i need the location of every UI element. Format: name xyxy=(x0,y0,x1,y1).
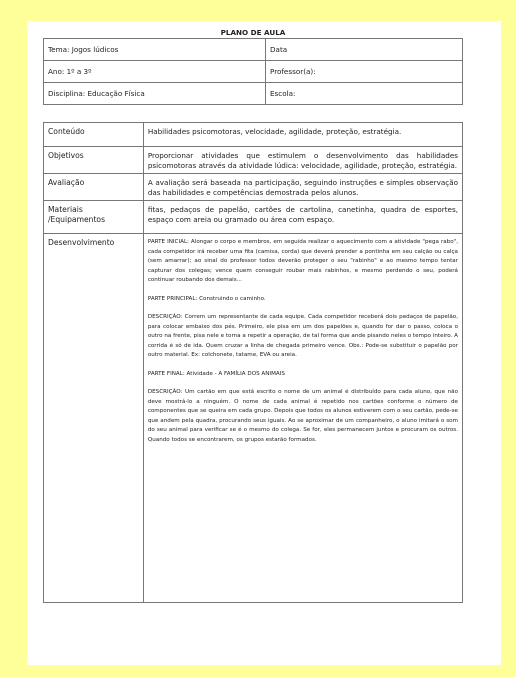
header-table xyxy=(43,28,463,105)
lesson-table xyxy=(43,122,463,603)
escola-field: Escola: xyxy=(266,83,463,105)
descricao-principal-paragraph: DESCRIÇÃO: Correm um representante de cada equipe. Cada competidor receberá dois pedaços de papelão, para colocar embaixo dos pés. Primeiro, ele pisa em um dos papelões e, quando for dar o passo, coloca o outro na frente, pisa nele e torna a repetir a operação, de tal forma que ande pisando neles o tempo inteiro. A corrida é só de ida. Quem cruzar a linha de chegada primeiro vence. Obs.: Pode-se substituir o papelão por outro material. Ex: colchonete, tatame, EVA ou areia. xyxy=(147,314,458,358)
objetivos-label: Objetivos xyxy=(44,147,144,174)
avaliacao-text: A avaliação será baseada na participação, seguindo instruções e simples observação das habilidades e competências demostrada pelos alunos. xyxy=(143,174,462,201)
disciplina-field: Disciplina: Educação Física xyxy=(44,83,266,105)
table-row xyxy=(44,174,463,201)
parte-final-paragraph: PARTE FINAL: Atividade - A FAMÍLIA DOS ANIMAIS xyxy=(147,370,285,377)
descricao-final-paragraph: DESCRIÇÃO: Um cartão em que está escrito o nome de um animal é distribuído para cada aluno, que não deve mostrá-lo a ninguém. O nome de cada animal é repetido nos cartões conforme o número de componentes que se queira em cada grupo. Depois que todos os alunos estiverem com o seu cartão, pede-se que andem pela quadra, procurando seus iguais. Ao se aproximar de um companheiro, o aluno imitará o som do seu animal para verificar se é o mesmo do colega. Se for, eles permanecem juntos e procuram os outros. Quando todos se encontrarem, os grupos estarão formados. xyxy=(147,389,458,443)
table-row xyxy=(44,123,463,147)
conteudo-label: Conteúdo xyxy=(44,123,144,147)
desenvolvimento-label: Desenvolvimento xyxy=(44,234,144,603)
document-page xyxy=(27,21,501,665)
desenvolvimento-text xyxy=(143,234,462,603)
table-row xyxy=(44,147,463,174)
page-title: PLANO DE AULA xyxy=(44,28,463,39)
tema-field: Tema: Jogos lúdicos xyxy=(44,39,266,61)
ano-field: Ano: 1º a 3º xyxy=(44,61,266,83)
data-field: Data xyxy=(266,39,463,61)
materiais-label: Materiais /Equipamentos xyxy=(44,201,144,234)
professor-field: Professor(a): xyxy=(266,61,463,83)
parte-principal-paragraph: PARTE PRINCIPAL: Construindo o caminho. xyxy=(147,295,266,302)
table-row xyxy=(44,201,463,234)
objetivos-text: Proporcionar atividades que estimulem o desenvolvimento das habilidades psicomotoras através da atividade lúdica: velocidade, agilidade, proteção, estratégia. xyxy=(143,147,462,174)
materiais-text: fitas, pedaços de papelão, cartões de cartolina, canetinha, quadra de esportes, espaço com areia ou gramado ou área com espaço. xyxy=(143,201,462,234)
conteudo-text: Habilidades psicomotoras, velocidade, agilidade, proteção, estratégia. xyxy=(143,123,462,147)
parte-inicial-paragraph: PARTE INICIAL: Alongar o corpo e membros, em seguida realizar o aquecimento com a atividade "pega rabo", cada competidor irá receber uma fita (camisa, corda) que deverá prender a pontinha em seu calção ou calça (sem amarrar); ao sinal do professor todos deverão proteger o seu "rabinho" e ao mesmo tempo tentar capturar dos colegas; vence quem conseguir roubar mais rabinhos, e mesmo perdendo o seu, poderá continuar roubando dos demais... xyxy=(147,239,458,283)
avaliacao-label: Avaliação xyxy=(44,174,144,201)
table-row xyxy=(44,234,463,603)
